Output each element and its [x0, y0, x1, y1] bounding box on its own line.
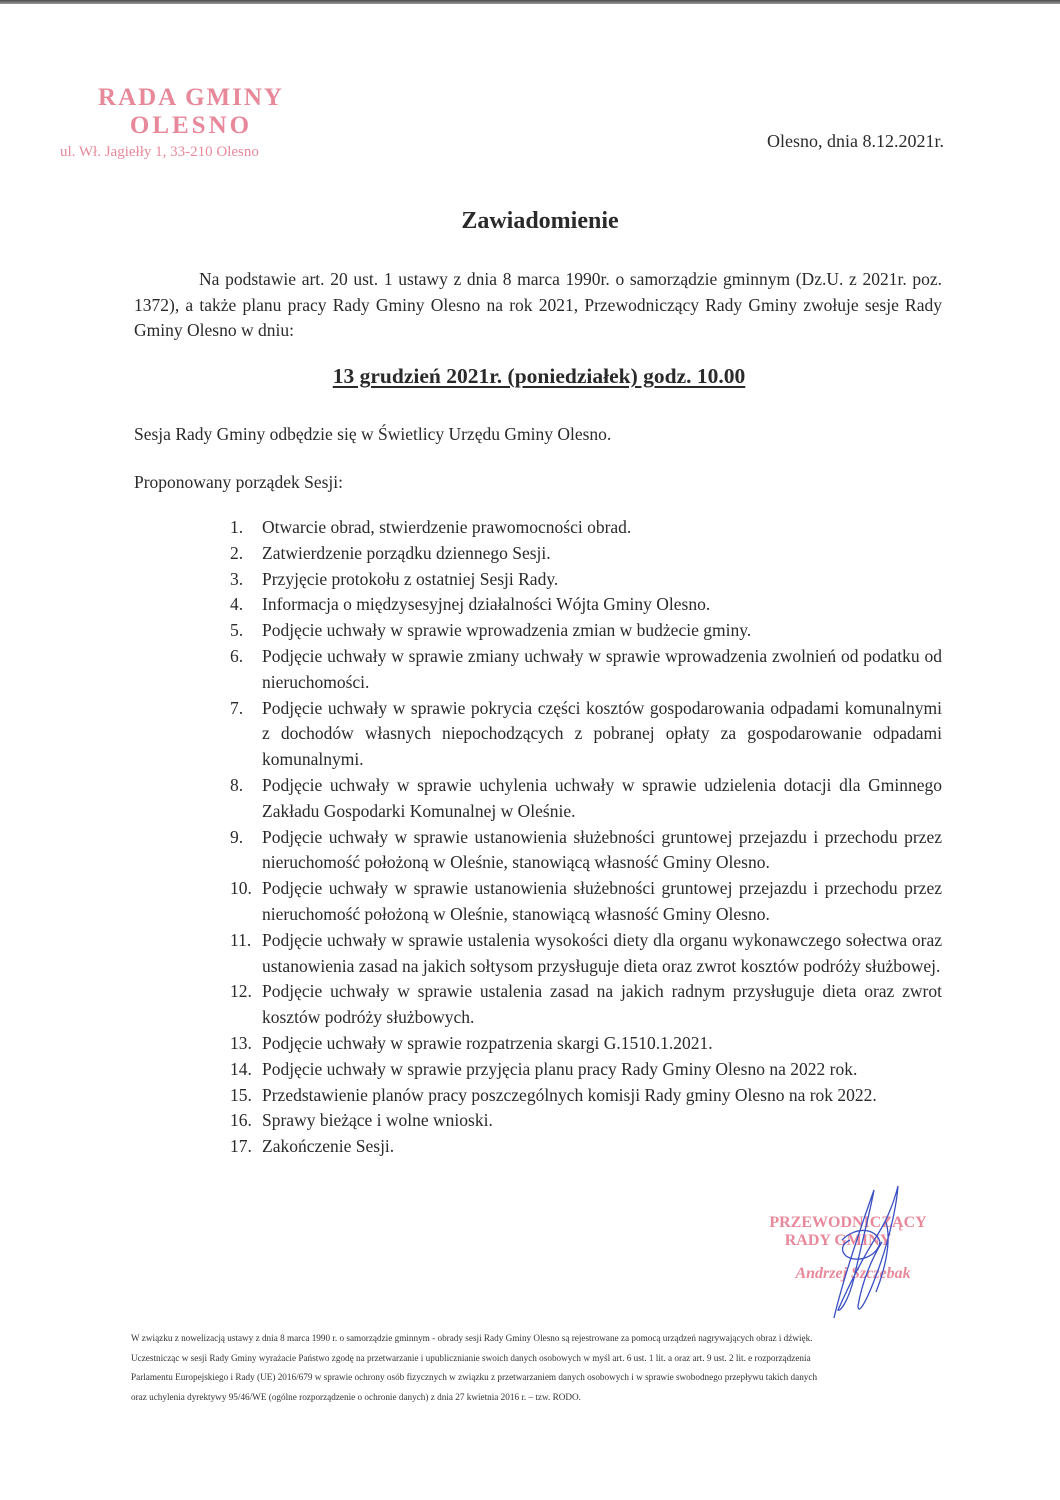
- agenda-item-number: 3.: [230, 568, 244, 589]
- agenda-item-number: 5.: [230, 620, 244, 641]
- agenda-item-text: Podjęcie uchwały w sprawie zmiany uchwały w sprawie wprowadzenia zwolnień od podatku od nieruchomości.: [262, 645, 942, 692]
- intro-text: Na podstawie art. 20 ust. 1 ustawy z dnia 8 marca 1990r. o samorządzie gminnym (Dz.U. z 2021r. poz. 1372), a także planu pracy Rady Gminy Olesno na rok 2021, Przewodniczący Rady Gminy zwołuje sesje Rady Gminy Olesno w dniu:: [134, 269, 942, 340]
- letterhead-stamp: [56, 84, 326, 164]
- agenda-item-number: 11.: [230, 929, 252, 950]
- agenda-item-text: Podjęcie uchwały w sprawie ustalenia zasad na jakich radnym przysługuje dieta oraz zwrot kosztów podróży służbowych.: [262, 981, 942, 1028]
- agenda-item-number: 16.: [230, 1110, 252, 1131]
- footer-line: Uczestnicząc w sesji Rady Gminy wyrażacie Państwo zgodę na przetwarzanie i upublicznianie swoich danych osobowych w myśl art. 6 ust. 1 lit. a oraz art. 9 ust. 2 lit. e rozporządzenia: [131, 1352, 811, 1363]
- agenda-item-number: 13.: [230, 1032, 252, 1053]
- handwritten-signature-icon: [800, 1182, 920, 1322]
- agenda-item-number: 2.: [230, 542, 244, 563]
- agenda-item-text: Zakończenie Sesji.: [262, 1136, 395, 1157]
- agenda-list: [226, 515, 942, 1160]
- agenda-item-text: Podjęcie uchwały w sprawie ustalenia wysokości diety dla organu wykonawczego sołectwa oraz ustanowienia zasad na jakich sołtysom przysługuje dieta oraz zwrot kosztów podróży służbowej.: [262, 929, 942, 976]
- scan-top-edge: [0, 0, 1060, 4]
- agenda-item-number: 4.: [230, 594, 244, 615]
- agenda-item: [226, 618, 942, 644]
- agenda-item: [226, 541, 942, 567]
- agenda-item-text: Podjęcie uchwały w sprawie uchylenia uchwały w sprawie udzielenia dotacji dla Gminnego Zakładu Gospodarki Komunalnej w Oleśnie.: [262, 774, 942, 821]
- session-date: 13 grudzień 2021r. (poniedziałek) godz. 10.00: [332, 364, 746, 388]
- agenda-item-text: Podjęcie uchwały w sprawie rozpatrzenia skargi G.1510.1.2021.: [262, 1032, 713, 1053]
- agenda-item: [226, 1108, 942, 1134]
- agenda-item-number: 14.: [230, 1058, 252, 1079]
- agenda-item-number: 9.: [230, 826, 244, 847]
- signature-name: Andrzej Szczebak: [795, 1265, 911, 1282]
- agenda-item-number: 6.: [230, 645, 244, 666]
- agenda-item-text: Podjęcie uchwały w sprawie ustanowienia służebności gruntowej przejazdu i przechodu przez nieruchomość położoną w Oleśnie, stanowiącą własność Gminy Olesno.: [262, 826, 942, 873]
- gdpr-footer: [131, 1329, 951, 1407]
- agenda-item-text: Sprawy bieżące i wolne wnioski.: [262, 1110, 493, 1131]
- signature-body: RADY GMINY: [784, 1232, 892, 1249]
- intro-paragraph: [134, 267, 942, 344]
- agenda-item: [226, 592, 942, 618]
- agenda-item-text: Przedstawienie planów pracy poszczególnych komisji Rady gminy Olesno na rok 2022.: [262, 1084, 877, 1105]
- session-place: Sesja Rady Gminy odbędzie się w Świetlicy Urzędu Gminy Olesno.: [134, 424, 612, 444]
- agenda-item-text: Otwarcie obrad, stwierdzenie prawomocności obrad.: [262, 517, 632, 537]
- footer-line: Parlamentu Europejskiego i Rady (UE) 2016/679 w sprawie ochrony osób fizycznych w związku z przetwarzaniem danych osobowych i w sprawie swobodnego przepływu takich danych: [131, 1372, 818, 1382]
- agenda-item-number: 7.: [230, 697, 244, 718]
- agenda-item-number: 8.: [230, 774, 244, 795]
- agenda-item-text: Podjęcie uchwały w sprawie pokrycia części kosztów gospodarowania odpadami komunalnymi z dochodów własnych niepochodzących z pobranej opłaty za gospodarowanie odpadami komunalnymi.: [262, 697, 942, 770]
- agenda-item-number: 15.: [230, 1084, 252, 1105]
- agenda-item: [226, 515, 942, 541]
- letterhead-line2: OLESNO: [129, 112, 253, 139]
- agenda-label: Proponowany porządek Sesji:: [134, 472, 343, 492]
- agenda-item-text: Podjęcie uchwały w sprawie przyjęcia planu pracy Rady Gminy Olesno na 2022 rok.: [262, 1058, 858, 1079]
- agenda-item: [226, 644, 942, 696]
- agenda-item: [226, 928, 942, 980]
- agenda-item-number: 1.: [230, 517, 244, 537]
- agenda-item: [226, 1057, 942, 1083]
- agenda-item-text: Podjęcie uchwały w sprawie ustanowienia służebności gruntowej przejazdu i przechodu przez nieruchomość położoną w Oleśnie, stanowiącą własność Gminy Olesno.: [262, 878, 942, 924]
- letterhead-address: ul. Wł. Jagiełły 1, 33-210 Olesno: [60, 144, 259, 160]
- agenda-item: [226, 979, 942, 1031]
- agenda-item: [226, 876, 942, 928]
- signature-role: PRZEWODNICZĄCY: [769, 1214, 927, 1231]
- agenda-item-text: Podjęcie uchwały w sprawie wprowadzenia zmian w budżecie gminy.: [262, 620, 752, 641]
- document-title: Zawiadomienie: [461, 208, 619, 234]
- agenda-item-number: 17.: [230, 1136, 252, 1157]
- agenda-item: [226, 696, 942, 773]
- agenda-item: [226, 1134, 942, 1160]
- footer-line: W związku z nowelizacją ustawy z dnia 8 marca 1990 r. o samorządzie gminnym - obrady sesji Rady Gminy Olesno są rejestrowane za pomocą urządzeń nagrywających obraz i dźwięk.: [131, 1333, 813, 1343]
- agenda-item-number: 10.: [230, 878, 252, 899]
- agenda-item: [226, 825, 942, 877]
- agenda-item: [226, 773, 942, 825]
- agenda-item: [226, 1031, 942, 1057]
- agenda-item-number: 12.: [230, 981, 252, 1002]
- document-date: Olesno, dnia 8.12.2021r.: [767, 131, 944, 151]
- letterhead-line1: RADA GMINY: [98, 84, 284, 111]
- agenda-item-text: Zatwierdzenie porządku dziennego Sesji.: [262, 542, 551, 563]
- footer-line: oraz uchylenia dyrektywy 95/46/WE (ogólne rozporządzenie o ochronie danych) z dnia 27 kwietnia 2016 r. – tzw. RODO.: [131, 1391, 581, 1402]
- agenda-item-text: Informacja o międzysesyjnej działalności Wójta Gminy Olesno.: [262, 594, 711, 615]
- agenda-item: [226, 1083, 942, 1109]
- agenda-item: [226, 567, 942, 593]
- agenda-item-text: Przyjęcie protokołu z ostatniej Sesji Rady.: [262, 568, 559, 589]
